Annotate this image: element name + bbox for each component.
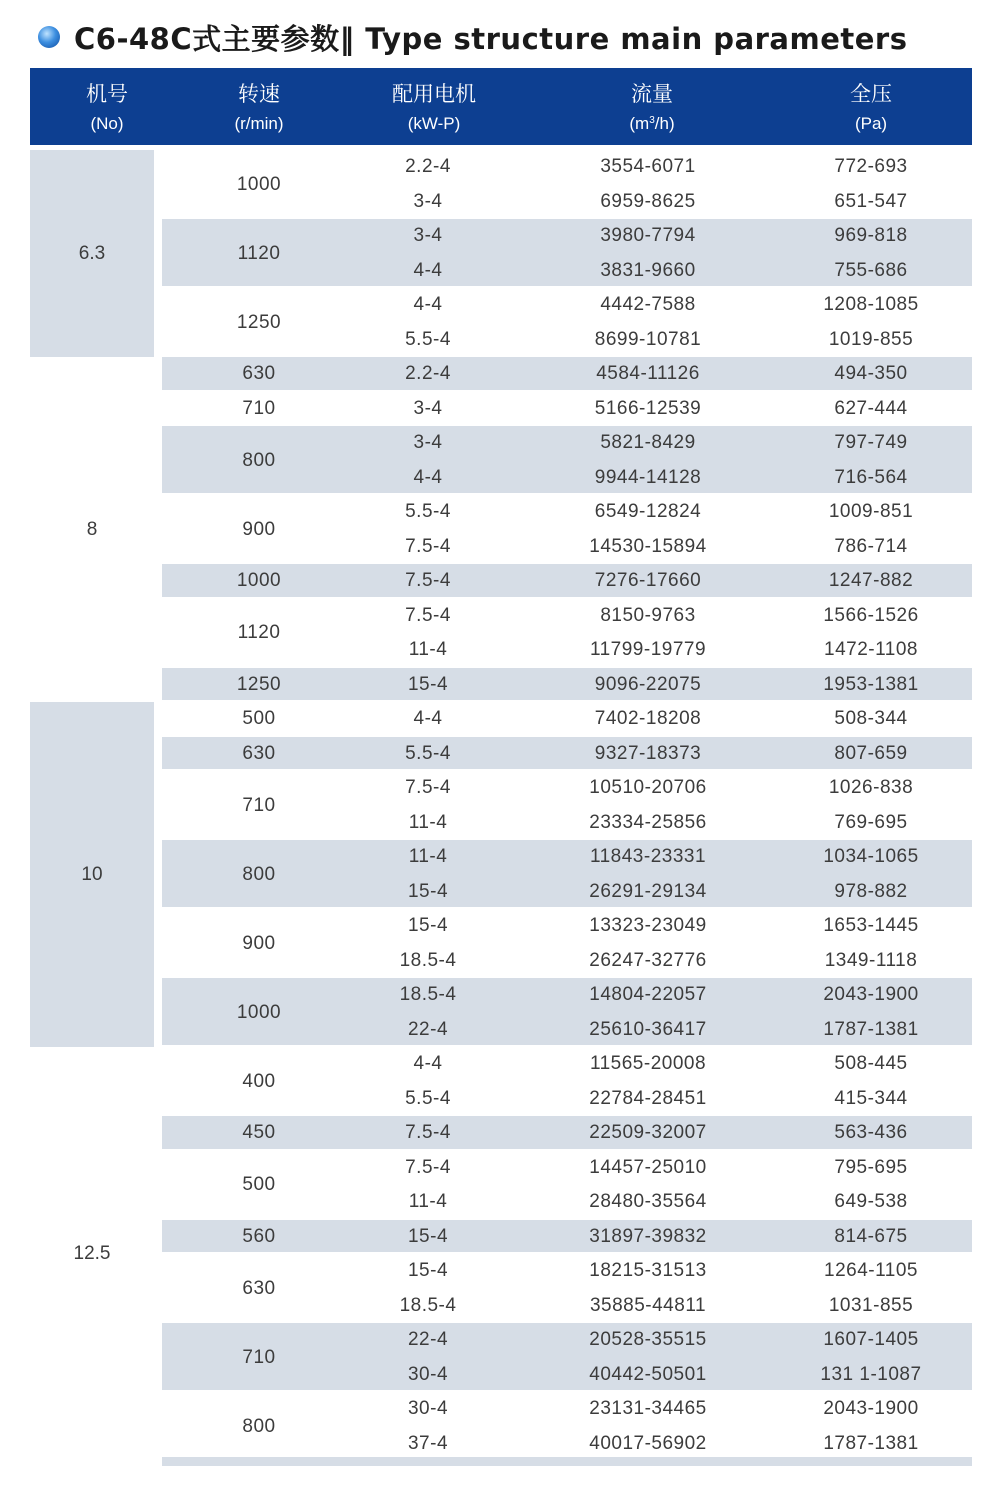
title-text: C6-48C式主要参数‖ Type structure main parameters xyxy=(74,21,908,56)
flow-cell: 11843-23331 xyxy=(589,846,707,868)
pressure-cell: 1953-1381 xyxy=(823,673,919,695)
speed-cell: 400 xyxy=(242,1070,276,1092)
flow-cell: 8699-10781 xyxy=(594,328,702,350)
pressure-cell: 1034-1065 xyxy=(823,846,919,868)
flow-cell: 20528-35515 xyxy=(589,1329,707,1351)
flow-cell: 4584-11126 xyxy=(596,363,700,385)
pressure-cell: 716-564 xyxy=(834,466,908,488)
motor-cell: 5.5-4 xyxy=(405,501,451,523)
flow-cell: 9327-18373 xyxy=(594,742,702,764)
motor-cell: 3-4 xyxy=(413,225,443,247)
motor-cell: 18.5-4 xyxy=(399,1294,457,1316)
pressure-cell: 1607-1405 xyxy=(823,1329,919,1351)
flow-cell: 35885-44811 xyxy=(589,1294,707,1316)
motor-cell: 4-4 xyxy=(413,294,443,316)
flow-cell: 11799-19779 xyxy=(589,639,707,661)
pressure-cell: 1264-1105 xyxy=(824,1260,918,1282)
pressure-cell: 1009-851 xyxy=(828,501,914,523)
flow-cell: 22509-32007 xyxy=(589,1122,707,1144)
speed-cell: 1250 xyxy=(236,311,282,333)
motor-cell: 4-4 xyxy=(413,259,443,281)
motor-cell: 11-4 xyxy=(408,811,448,833)
speed-cell: 1120 xyxy=(237,242,281,264)
flow-cell: 25610-36417 xyxy=(589,1018,707,1040)
bullet-icon xyxy=(38,26,60,48)
speed-cell: 630 xyxy=(242,742,276,764)
pressure-cell: 772-693 xyxy=(834,156,908,178)
speed-cell: 1000 xyxy=(236,570,282,592)
flow-cell: 18215-31513 xyxy=(589,1260,707,1282)
flow-cell: 7276-17660 xyxy=(594,570,702,592)
header-pressure: 全压 (Pa) xyxy=(850,82,892,133)
speed-cell: 900 xyxy=(242,932,276,954)
motor-cell: 15-4 xyxy=(407,673,449,695)
flow-cell: 40442-50501 xyxy=(589,1363,707,1385)
pressure-cell: 786-714 xyxy=(834,535,908,557)
flow-cell: 28480-35564 xyxy=(589,1191,707,1213)
motor-cell: 7.5-4 xyxy=(405,604,451,626)
motor-cell: 15-4 xyxy=(407,1260,449,1282)
pressure-cell: 797-749 xyxy=(834,432,908,454)
motor-cell: 7.5-4 xyxy=(405,570,451,592)
pressure-cell: 1208-1085 xyxy=(823,294,919,316)
pressure-cell: 1019-855 xyxy=(828,328,914,350)
motor-cell: 5.5-4 xyxy=(405,328,451,350)
header-speed: 转速 (r/min) xyxy=(234,82,284,133)
pressure-cell: 627-444 xyxy=(834,397,908,419)
speed-cell: 800 xyxy=(242,1415,276,1437)
pressure-cell: 563-436 xyxy=(834,1122,908,1144)
speed-cell: 1250 xyxy=(236,673,282,695)
pressure-cell: 1566-1526 xyxy=(823,604,919,626)
flow-cell: 9096-22075 xyxy=(594,673,702,695)
motor-cell: 7.5-4 xyxy=(405,1122,451,1144)
flow-cell: 3554-6071 xyxy=(600,156,696,178)
flow-cell: 26247-32776 xyxy=(589,949,707,971)
pressure-cell: 969-818 xyxy=(834,225,908,247)
motor-cell: 7.5-4 xyxy=(405,1156,451,1178)
pressure-cell: 1787-1381 xyxy=(823,1018,919,1040)
speed-cell: 500 xyxy=(242,1174,276,1195)
flow-cell: 6549-12824 xyxy=(594,501,702,523)
speed-cell: 1000 xyxy=(236,1001,282,1023)
header-divider xyxy=(30,145,972,149)
flow-cell: 3980-7794 xyxy=(600,225,696,247)
speed-cell: 630 xyxy=(242,1277,276,1299)
fan-no-cell: 6.3 xyxy=(78,242,106,264)
motor-cell: 18.5-4 xyxy=(399,984,457,1006)
flow-cell: 5166-12539 xyxy=(594,397,702,419)
flow-cell: 3831-9660 xyxy=(600,259,696,281)
motor-cell: 4-4 xyxy=(413,466,443,488)
pressure-cell: 795-695 xyxy=(834,1156,908,1178)
page-title xyxy=(38,14,908,60)
pressure-cell: 769-695 xyxy=(834,811,908,833)
flow-cell: 13323-23049 xyxy=(589,915,707,937)
fan-no-cell: 12.5 xyxy=(73,1243,111,1264)
speed-cell: 800 xyxy=(242,449,276,471)
pressure-cell: 978-882 xyxy=(834,880,908,902)
motor-cell: 7.5-4 xyxy=(405,777,451,799)
flow-cell: 4442-7588 xyxy=(600,294,696,316)
flow-cell: 9944-14128 xyxy=(594,466,702,488)
table-header xyxy=(30,68,972,145)
fan-no-cell: 10 xyxy=(81,863,103,885)
motor-cell: 18.5-4 xyxy=(399,949,457,971)
speed-cell: 710 xyxy=(242,397,276,419)
header-no: 机号 (No) xyxy=(86,82,128,133)
flow-cell: 8150-9763 xyxy=(600,604,696,626)
speed-cell: 1000 xyxy=(236,173,282,195)
flow-cell: 5821-8429 xyxy=(600,432,696,454)
motor-cell: 30-4 xyxy=(407,1363,449,1385)
pressure-cell: 2043-1900 xyxy=(823,984,919,1006)
motor-cell: 37-4 xyxy=(407,1432,449,1454)
table-bottom-band xyxy=(162,1457,972,1466)
pressure-cell: 814-675 xyxy=(834,1225,908,1247)
flow-cell: 14530-15894 xyxy=(589,535,707,557)
motor-cell: 4-4 xyxy=(413,1053,443,1075)
flow-cell: 7402-18208 xyxy=(594,708,702,730)
speed-cell: 800 xyxy=(242,863,276,885)
pressure-cell: 494-350 xyxy=(834,363,908,385)
motor-cell: 15-4 xyxy=(407,915,449,937)
pressure-cell: 508-445 xyxy=(834,1053,908,1075)
pressure-cell: 1349-1118 xyxy=(824,949,918,971)
flow-cell: 23334-25856 xyxy=(589,811,707,833)
motor-cell: 4-4 xyxy=(413,708,443,730)
flow-cell: 40017-56902 xyxy=(589,1432,707,1454)
pressure-cell: 1653-1445 xyxy=(823,915,919,937)
flow-cell: 23131-34465 xyxy=(589,1398,707,1420)
motor-cell: 11-4 xyxy=(408,639,448,661)
pressure-cell: 649-538 xyxy=(834,1191,908,1213)
motor-cell: 30-4 xyxy=(407,1398,449,1420)
flow-cell: 6959-8625 xyxy=(600,190,696,212)
flow-cell: 14804-22057 xyxy=(589,984,707,1006)
motor-cell: 22-4 xyxy=(407,1329,449,1351)
fan-no-cell: 8 xyxy=(86,518,98,540)
motor-cell: 3-4 xyxy=(413,190,443,212)
flow-cell: 26291-29134 xyxy=(589,880,707,902)
pressure-cell: 1026-838 xyxy=(828,777,914,799)
flow-cell: 10510-20706 xyxy=(589,777,707,799)
header-motor: 配用电机 (kW-P) xyxy=(392,82,476,133)
speed-cell: 450 xyxy=(242,1122,276,1144)
pressure-cell: 2043-1900 xyxy=(823,1398,919,1420)
pressure-cell: 1472-1108 xyxy=(824,639,918,661)
motor-cell: 5.5-4 xyxy=(405,1087,451,1109)
header-flow: 流量 $(m^3/h)$ xyxy=(629,82,675,133)
motor-cell: 2.2-4 xyxy=(405,156,451,178)
pressure-cell: 131 1-1087 xyxy=(820,1363,922,1385)
pressure-cell: 1247-882 xyxy=(828,570,914,592)
speed-cell: 900 xyxy=(242,518,276,540)
motor-cell: 7.5-4 xyxy=(405,535,451,557)
flow-cell: 14457-25010 xyxy=(589,1156,707,1178)
motor-cell: 2.2-4 xyxy=(405,363,451,385)
speed-cell: 710 xyxy=(242,794,276,816)
speed-cell: 1120 xyxy=(237,622,281,643)
motor-cell: 15-4 xyxy=(407,1225,449,1247)
flow-cell: 11565-20008 xyxy=(589,1053,707,1075)
speed-cell: 500 xyxy=(242,708,276,730)
speed-cell: 560 xyxy=(242,1225,276,1247)
pressure-cell: 651-547 xyxy=(834,190,908,212)
speed-cell: 630 xyxy=(242,363,276,385)
pressure-cell: 755-686 xyxy=(834,259,908,281)
speed-cell: 710 xyxy=(242,1346,276,1368)
motor-cell: 3-4 xyxy=(413,432,443,454)
pressure-cell: 415-344 xyxy=(834,1087,908,1109)
motor-cell: 3-4 xyxy=(413,397,443,419)
flow-cell: 22784-28451 xyxy=(589,1087,707,1109)
motor-cell: 5.5-4 xyxy=(405,742,451,764)
pressure-cell: 807-659 xyxy=(834,742,908,764)
flow-cell: 31897-39832 xyxy=(589,1225,707,1247)
motor-cell: 22-4 xyxy=(407,1018,449,1040)
pressure-cell: 1787-1381 xyxy=(823,1432,919,1454)
pressure-cell: 1031-855 xyxy=(828,1294,914,1316)
motor-cell: 15-4 xyxy=(407,880,449,902)
pressure-cell: 508-344 xyxy=(834,708,908,730)
motor-cell: 11-4 xyxy=(408,1191,448,1213)
motor-cell: 11-4 xyxy=(408,846,448,868)
